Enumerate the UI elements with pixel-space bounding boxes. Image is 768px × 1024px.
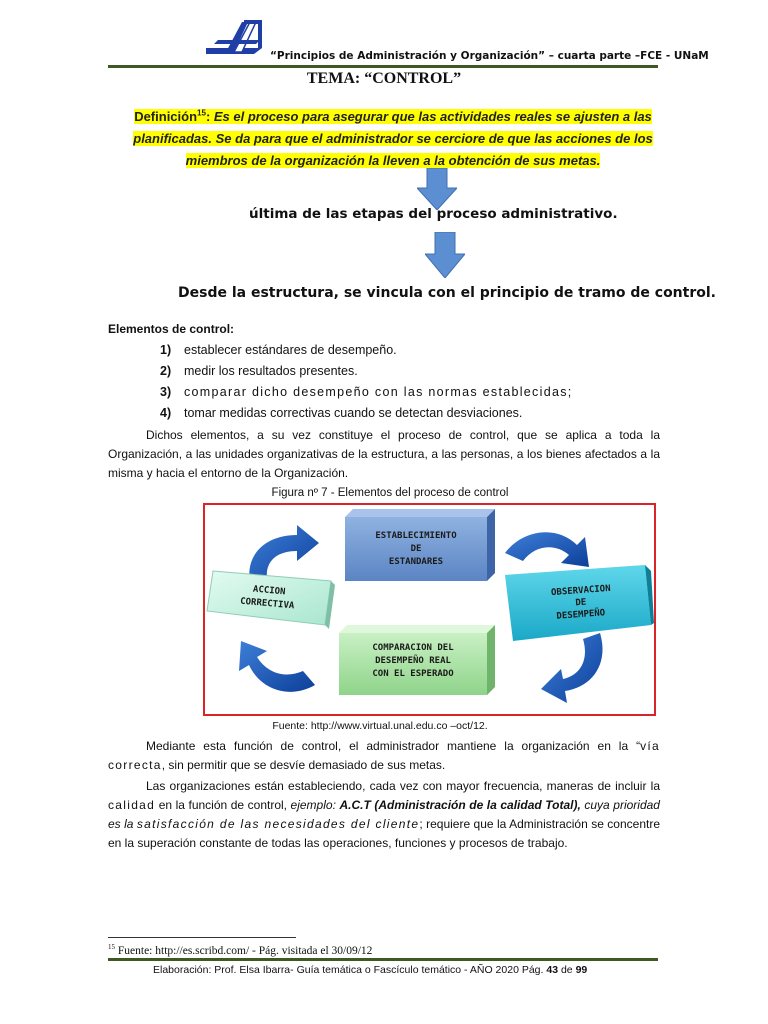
- list-item-number: 4): [160, 406, 172, 420]
- box-observacion: [505, 565, 654, 641]
- box-text: ESTANDARES: [388, 557, 444, 567]
- down-arrow-icon: [417, 168, 457, 210]
- stage-statement: última de las etapas del proceso administrativo.: [249, 206, 618, 222]
- list-item-number: 1): [160, 343, 172, 357]
- box-text: CORRECTIVA: [239, 596, 295, 612]
- box-text: OBSERVACION: [550, 583, 611, 599]
- box-text: DESEMPEÑO: [556, 608, 606, 622]
- page-footer: [153, 964, 587, 976]
- page-title: TEMA: “CONTROL”: [306, 70, 462, 87]
- page-number: 43: [546, 964, 559, 976]
- definition-label: Definición: [134, 109, 198, 125]
- footnote-rule: [108, 937, 296, 938]
- header-rule: [108, 65, 658, 68]
- box-text: ESTABLECIMIENTO: [375, 531, 457, 541]
- paragraph-emphasis: vía correcta: [108, 739, 660, 772]
- paragraph-quality: [108, 777, 660, 853]
- cycle-arrow-icon: [541, 633, 603, 703]
- figure-source: Fuente: http://www.virtual.unal.edu.co –oct/12.: [272, 720, 488, 732]
- paragraph-text: ; requiere que la Administración se concentre en la superación constante de todas las operaciones, funciones y procesos de trabajo.: [108, 817, 660, 850]
- list-item-number: 3): [160, 385, 172, 399]
- list-item-text: establecer estándares de desempeño.: [184, 343, 397, 357]
- list-item-text: medir los resultados presentes.: [184, 364, 358, 378]
- paragraph-text: , sin permitir que se desvíe demasiado de sus metas.: [161, 758, 446, 772]
- list-item: [160, 340, 573, 361]
- paragraph-italic: satisfacción de las necesidades del cliente: [136, 817, 420, 831]
- box-accion: [207, 571, 335, 629]
- cycle-arrow-icon: [239, 641, 315, 692]
- university-logo-icon: [204, 18, 264, 58]
- paragraph-control-function: [108, 737, 660, 775]
- paragraph-text: Dichos elementos, a su vez constituye el proceso de control, que se aplica a toda la Organización, a las unidades organizativas de la estructura, a las personas, a los bienes afectados a la misma y hacia el entorno de la Organización.: [108, 428, 660, 480]
- paragraph-text: Las organizaciones están estableciendo, cada vez con mayor frecuencia, maneras de incluir la: [146, 779, 660, 793]
- paragraph-process: [108, 426, 660, 483]
- footer-text: Elaboración: Prof. Elsa Ibarra- Guía temática o Fascículo temático - AÑO 2020 Pág.: [153, 964, 547, 976]
- box-text: CON EL ESPERADO: [372, 669, 454, 679]
- elements-title: Elementos de control:: [108, 322, 235, 336]
- footnote: [108, 943, 372, 957]
- figure-caption: Figura nº 7 - Elementos del proceso de control: [271, 487, 509, 499]
- list-item: [160, 403, 573, 424]
- list-item-text: comparar dicho desempeño con las normas establecidas;: [184, 385, 573, 399]
- cycle-arrow-icon: [249, 525, 319, 583]
- list-item-number: 2): [160, 364, 172, 378]
- definition-block: [108, 103, 678, 172]
- box-text: ACCION: [252, 584, 286, 598]
- footnote-number: 15: [108, 943, 115, 951]
- paragraph-italic: cuya prioridad es la: [108, 798, 660, 831]
- paragraph-text: en la función de control,: [155, 798, 291, 812]
- structure-statement: Desde la estructura, se vincula con el principio de tramo de control.: [178, 285, 716, 301]
- paragraph-italic: ejemplo:: [290, 798, 336, 812]
- definition-colon: :: [205, 109, 214, 125]
- control-process-figure: [203, 503, 656, 716]
- definition-footnote-ref: 15: [197, 109, 206, 118]
- down-arrow-icon: [425, 232, 465, 278]
- box-comparacion: [339, 625, 495, 695]
- header-title: “Principios de Administración y Organización” – cuarta parte –FCE - UNaM: [270, 50, 709, 62]
- box-text: DESEMPEÑO REAL: [375, 656, 451, 666]
- footer-text: de: [558, 964, 576, 976]
- list-item: [160, 382, 573, 403]
- list-item-text: tomar medidas correctivas cuando se detectan desviaciones.: [184, 406, 523, 420]
- footer-rule: [108, 958, 658, 961]
- box-text: DE: [410, 544, 422, 554]
- elements-list: [160, 340, 573, 424]
- box-text: DE: [575, 597, 587, 609]
- paragraph-emphasis: calidad: [108, 798, 156, 812]
- control-process-diagram: [205, 505, 654, 714]
- box-text: COMPARACION DEL: [372, 643, 454, 653]
- page-total: 99: [575, 964, 588, 976]
- definition-text: Es el proceso para asegurar que las actividades reales se ajusten a las planificadas. Se da para que el administrador se cerciore de que las acciones de los miembros de la organización la lleven a la obtención de sus metas.: [133, 109, 653, 169]
- paragraph-bold-italic: A.C.T (Administración de la calidad Total),: [339, 798, 581, 812]
- footnote-text: Fuente: http://es.scribd.com/ - Pág. visitada el 30/09/12: [115, 944, 373, 957]
- list-item: [160, 361, 573, 382]
- box-establecimiento: [345, 509, 495, 581]
- cycle-arrow-icon: [505, 532, 589, 567]
- paragraph-text: Mediante esta función de control, el administrador mantiene la organización en la “: [146, 739, 641, 753]
- definition-highlight: [133, 109, 653, 168]
